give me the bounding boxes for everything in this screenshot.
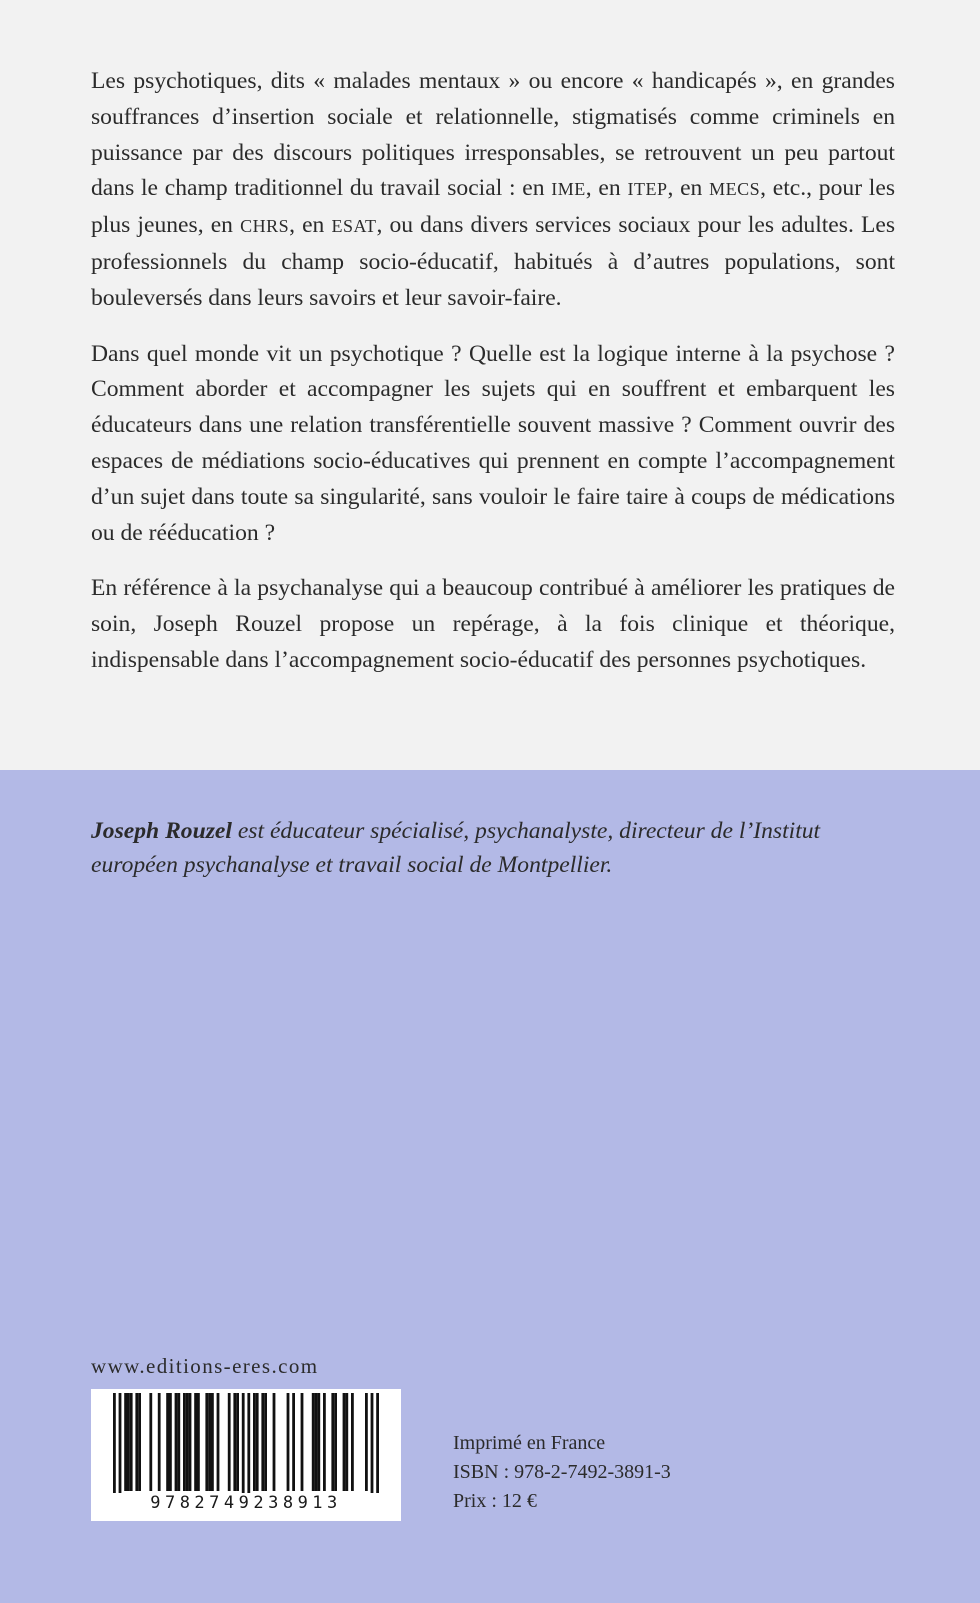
author-bio — [91, 814, 911, 882]
barcode-bar — [334, 1393, 337, 1491]
acronym-itep: ITEP — [627, 179, 668, 200]
barcode-bar — [135, 1393, 138, 1491]
blurb-paragraph-1: Les psychotiques, dits « malades mentaux » ou encore « handicapés », en grandes souffrances d’insertion sociale et relationnelle, stigmatisés comme criminels en puissance par des discours politiques irresponsables, se retrouvent un peu partout dans le champ traditionnel du travail social : en IME, en ITEP, en MECS, etc., pour les plus jeunes, en CHRS, en ESAT, ou dans divers services sociaux pour les adultes. Les professionnels du champ socio-éducatif, habitués à d’autres populations, sont bouleversés dans leurs savoirs et leur savoir-faire. — [91, 68, 896, 311]
barcode-bar — [186, 1393, 189, 1491]
barcode-bar — [343, 1393, 346, 1491]
barcode-bar — [217, 1393, 220, 1491]
author-name: Joseph Rouzel — [91, 818, 232, 844]
barcode-bar — [194, 1393, 197, 1491]
barcode-bar — [365, 1393, 368, 1491]
acronym-chrs: CHRS — [240, 216, 290, 237]
barcode-bar — [376, 1393, 379, 1493]
barcode-bar — [253, 1393, 256, 1491]
barcode-bar — [331, 1393, 334, 1491]
acronym-ime: IME — [551, 179, 586, 200]
isbn-number: ISBN : 978-2-7492-3891-3 — [453, 1461, 671, 1483]
printed-in: Imprimé en France — [453, 1432, 606, 1454]
acronym-esat: ESAT — [331, 216, 377, 237]
barcode-bar — [197, 1393, 200, 1491]
barcode-bar — [124, 1393, 127, 1491]
barcode-bar — [264, 1393, 267, 1491]
barcode-bar — [287, 1393, 290, 1491]
blurb-paragraph-3: En référence à la psychanalyse qui a beaucoup contribué à améliorer les pratiques de soin, Joseph Rouzel propose un repérage, à la fois clinique et théorique, indispensable dans l’accompagnement socio-éducatif des personnes psychotiques. — [91, 575, 895, 673]
barcode-bar — [175, 1393, 178, 1491]
barcode-bar — [205, 1393, 208, 1491]
price: Prix : 12 € — [453, 1490, 537, 1512]
barcode-bar — [261, 1393, 264, 1491]
barcode-digits: 9782749238913 — [150, 1493, 342, 1513]
barcode-bar — [169, 1393, 172, 1491]
isbn-barcode — [91, 1389, 401, 1521]
barcode-bar — [371, 1393, 374, 1493]
barcode-bar — [273, 1393, 276, 1491]
barcode-bars — [91, 1389, 401, 1493]
barcode-bar — [345, 1393, 348, 1491]
barcode-bar — [228, 1393, 231, 1491]
publisher-website[interactable]: www.editions-eres.com — [91, 1354, 319, 1378]
barcode-bar — [317, 1393, 320, 1491]
barcode-bar — [312, 1393, 315, 1491]
barcode-bar — [189, 1393, 192, 1491]
barcode-bar — [166, 1393, 169, 1491]
barcode-bar — [323, 1393, 326, 1491]
barcode-bar — [301, 1393, 304, 1491]
barcode-bar — [256, 1393, 259, 1491]
barcode-bar — [158, 1393, 161, 1491]
barcode-bar — [183, 1393, 186, 1491]
barcode-bar — [130, 1393, 133, 1491]
barcode-bar — [247, 1393, 250, 1493]
barcode-bar — [315, 1393, 318, 1491]
barcode-bar — [149, 1393, 152, 1491]
barcode-bar — [292, 1393, 295, 1491]
barcode-bar — [119, 1393, 122, 1493]
barcode-bar — [351, 1393, 354, 1491]
barcode-bar — [208, 1393, 211, 1491]
barcode-bar — [113, 1393, 116, 1493]
barcode-bar — [138, 1393, 141, 1491]
blurb — [91, 64, 895, 699]
barcode-bar — [127, 1393, 130, 1491]
blurb-paragraph-2: Dans quel monde vit un psychotique ? Quelle est la logique interne à la psychose ? Comment aborder et accompagner les sujets qui en souffrent et embarquent les éducateurs dans une relation transférentielle souvent massive ? Comment ouvrir des espaces de médiations socio-éducatives qui prennent en compte l’accompagnement d’un sujet dans toute sa singularité, sans vouloir le faire taire à coups de médications ou de rééducation ? — [91, 340, 895, 546]
barcode-bar — [177, 1393, 180, 1491]
barcode-bar — [242, 1393, 245, 1493]
acronym-mecs: MECS — [709, 179, 761, 200]
barcode-bar — [233, 1393, 236, 1491]
barcode-bar — [236, 1393, 239, 1491]
print-info — [453, 1429, 671, 1516]
author-description: est éducateur spécialisé, psychanalyste, directeur de l’Institut européen psychanalyse et travail social de Montpellier. — [91, 818, 821, 878]
barcode-bar — [211, 1393, 214, 1491]
